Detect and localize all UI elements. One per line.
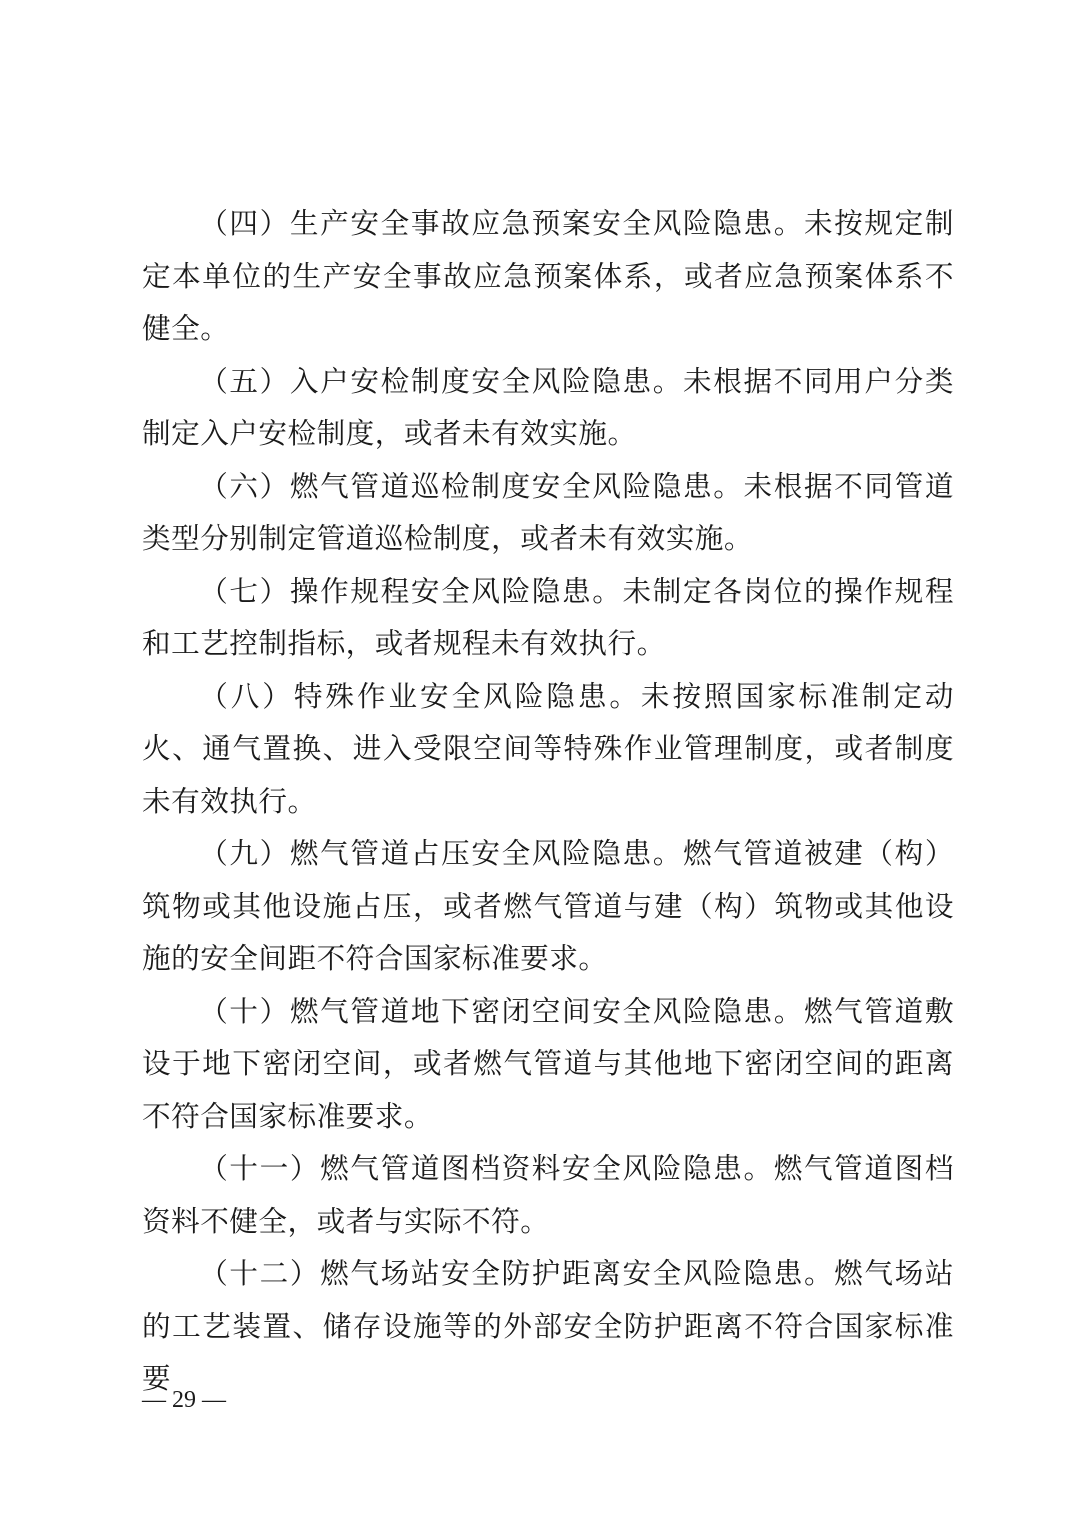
paragraph-7: （七）操作规程安全风险隐患。未制定各岗位的操作规程和工艺控制指标，或者规程未有效执行。 bbox=[142, 573, 954, 660]
paragraph-11: （十一）燃气管道图档资料安全风险隐患。燃气管道图档资料不健全，或者与实际不符。 bbox=[142, 1151, 954, 1238]
paragraph-8: （八）特殊作业安全风险隐患。未按照国家标准制定动火、通气置换、进入受限空间等特殊作业管理制度，或者制度未有效执行。 bbox=[142, 678, 954, 818]
paragraph-12: （十二）燃气场站安全防护距离安全风险隐患。燃气场站的工艺装置、储存设施等的外部安全防护距离不符合国家标准要 bbox=[142, 1256, 954, 1395]
page-number: — 29 — bbox=[142, 1387, 226, 1413]
paragraph-5: （五）入户安检制度安全风险隐患。未根据不同用户分类制定入户安检制度，或者未有效实施。 bbox=[142, 363, 954, 450]
body-text bbox=[142, 197, 954, 1405]
paragraph-4: （四）生产安全事故应急预案安全风险隐患。未按规定制定本单位的生产安全事故应急预案体系，或者应急预案体系不健全。 bbox=[142, 206, 954, 345]
paragraph-10: （十）燃气管道地下密闭空间安全风险隐患。燃气管道敷设于地下密闭空间，或者燃气管道与其他地下密闭空间的距离不符合国家标准要求。 bbox=[142, 993, 954, 1133]
paragraph-6: （六）燃气管道巡检制度安全风险隐患。未根据不同管道类型分别制定管道巡检制度，或者未有效实施。 bbox=[142, 468, 954, 555]
paragraph-9: （九）燃气管道占压安全风险隐患。燃气管道被建（构）筑物或其他设施占压，或者燃气管道与建（构）筑物或其他设施的安全间距不符合国家标准要求。 bbox=[142, 836, 954, 975]
